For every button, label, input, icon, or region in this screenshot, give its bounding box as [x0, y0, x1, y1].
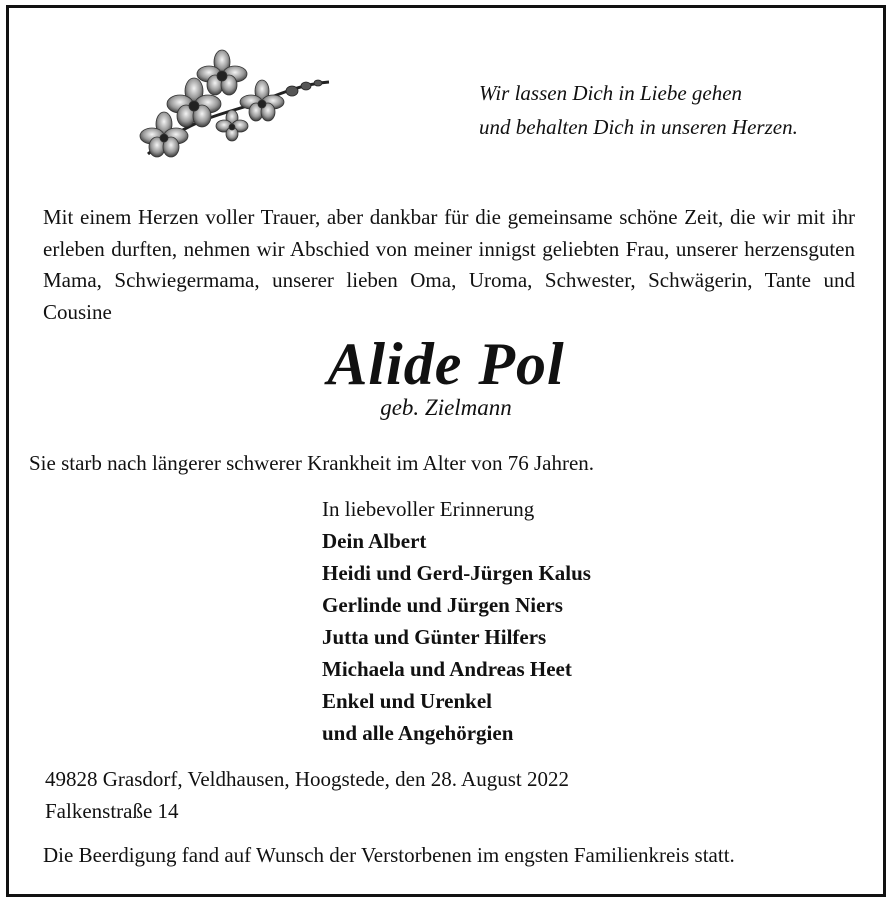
obituary-notice: [6, 5, 886, 897]
orchid-branch-icon: [134, 44, 334, 174]
mourners-list: [322, 493, 822, 749]
intro-paragraph: Mit einem Herzen voller Trauer, aber dankbar für die gemeinsame schöne Zeit, die wir mit ihr erleben durften, nehmen wir Abschied von meiner innigst geliebten Frau, unserer herzensguten Mama, Schwiegermama, unserer lieben Oma, Uroma, Schwester, Schwägerin, Tante und Cousine: [43, 205, 855, 324]
mourners-lead: In liebevoller Erinnerung: [322, 497, 535, 521]
street-address: Falkenstraße 14: [45, 799, 179, 823]
deceased-name: Alide Pol: [327, 331, 565, 397]
motto-line: Wir lassen Dich in Liebe gehen: [479, 81, 743, 105]
mourner-entry: Gerlinde und Jürgen Niers: [322, 593, 563, 617]
place-and-date: 49828 Grasdorf, Veldhausen, Hoogstede, den 28. August 2022: [45, 767, 569, 791]
mourner-entry: Enkel und Urenkel: [322, 689, 492, 713]
mourner-entry: Heidi und Gerd-Jürgen Kalus: [322, 561, 591, 585]
motto-line: und behalten Dich in unseren Herzen.: [479, 115, 798, 139]
mourner-entry: Michaela und Andreas Heet: [322, 657, 572, 681]
mourner-entry: Dein Albert: [322, 529, 427, 553]
motto: [479, 76, 879, 144]
mourner-entry: und alle Angehörgien: [322, 721, 514, 745]
mourner-entry: Jutta und Günter Hilfers: [322, 625, 547, 649]
death-statement: Sie starb nach längerer schwerer Krankheit im Alter von 76 Jahren.: [29, 451, 595, 475]
funeral-note: Die Beerdigung fand auf Wunsch der Verstorbenen im engsten Familienkreis statt.: [43, 843, 735, 867]
maiden-name: geb. Zielmann: [380, 395, 512, 420]
